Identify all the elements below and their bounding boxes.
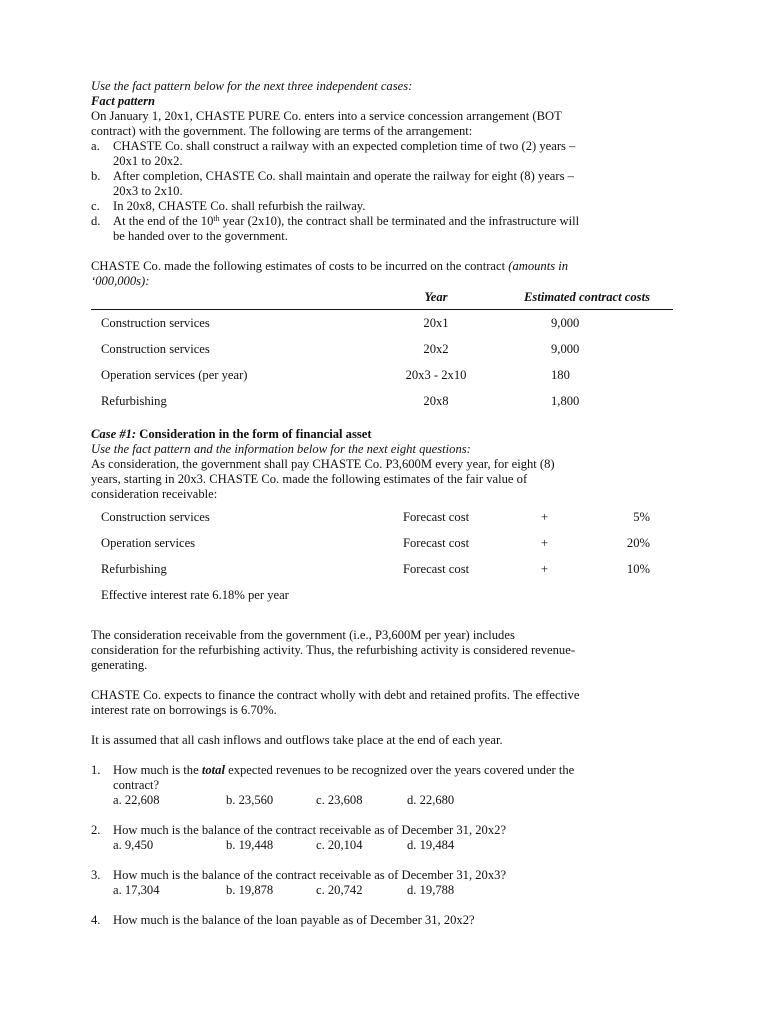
fact-line: contract) with the government. The following are terms of the arrangement: xyxy=(91,124,473,138)
choice-d[interactable]: d. 19,484 xyxy=(407,838,455,852)
intro-instruction: Use the fact pattern below for the next three independent cases: xyxy=(91,79,413,93)
question-text: How much is the balance of the contract receivable as of December 31, 20x2? xyxy=(113,823,507,837)
question-text-part: How much is the xyxy=(113,763,202,777)
term-item-b xyxy=(91,169,673,199)
term-label: d. xyxy=(91,214,101,228)
term-text: In 20x8, CHASTE Co. shall refurbish the railway. xyxy=(113,199,366,213)
fv-row-plus: + xyxy=(541,561,549,576)
estimates-units: ‘000,000s): xyxy=(91,274,150,288)
question-4 xyxy=(91,913,673,928)
finance-paragraph-line: interest rate on borrowings is 6.70%. xyxy=(91,703,277,717)
question-text xyxy=(113,763,673,778)
table-row xyxy=(91,504,673,530)
header-estimated-costs: Estimated contract costs xyxy=(524,290,650,304)
question-text: contract? xyxy=(113,778,160,792)
fv-row-percent: 5% xyxy=(633,509,650,524)
fv-row-label: Construction services xyxy=(101,509,210,524)
choice-c[interactable]: c. 20,104 xyxy=(316,838,363,852)
choice-d[interactable]: d. 19,788 xyxy=(407,883,455,897)
case1-line: consideration receivable: xyxy=(91,487,218,501)
cost-row-amount: 180 xyxy=(551,367,570,382)
document-page xyxy=(91,79,673,928)
fair-value-table xyxy=(91,504,673,608)
question-1-choices xyxy=(91,793,673,808)
term-item-c xyxy=(91,199,673,214)
case1-instruction: Use the fact pattern and the information below for the next eight questions: xyxy=(91,442,471,456)
cost-row-label: Operation services (per year) xyxy=(101,367,248,382)
question-3 xyxy=(91,868,673,883)
header-year: Year xyxy=(424,290,448,304)
table-row xyxy=(91,336,673,362)
term-item-a xyxy=(91,139,673,169)
refurb-paragraph-line: The consideration receivable from the government (i.e., P3,600M per year) includes xyxy=(91,628,515,642)
question-2 xyxy=(91,823,673,838)
choice-a[interactable]: a. 9,450 xyxy=(113,838,154,852)
fv-row-plus: + xyxy=(541,535,549,550)
question-3-choices xyxy=(91,883,673,898)
question-text: How much is the balance of the loan payable as of December 31, 20x2? xyxy=(113,913,475,927)
term-text: 20x3 to 2x10. xyxy=(113,184,183,198)
question-number: 2. xyxy=(91,823,101,837)
cost-row-label: Construction services xyxy=(101,341,210,356)
question-emphasis: total xyxy=(201,763,225,777)
estimates-intro xyxy=(91,259,673,274)
fact-line: On January 1, 20x1, CHASTE PURE Co. enters into a service concession arrangement (BOT xyxy=(91,109,562,123)
choice-b[interactable]: b. 19,878 xyxy=(226,883,274,897)
estimates-intro-italic: (amounts in xyxy=(508,259,569,273)
term-label: c. xyxy=(91,199,100,213)
effective-rate-line: Effective interest rate 6.18% per year xyxy=(101,587,289,602)
table-header-row xyxy=(91,290,673,310)
choice-d[interactable]: d. 22,680 xyxy=(407,793,455,807)
choice-a[interactable]: a. 22,608 xyxy=(113,793,160,807)
choice-c[interactable]: c. 23,608 xyxy=(316,793,363,807)
cost-row-year: 20x2 xyxy=(423,341,449,356)
cash-flow-assumption: It is assumed that all cash inflows and outflows take place at the end of each year. xyxy=(91,733,503,747)
cost-estimates-table xyxy=(91,290,673,414)
term-text-part: year (2x10), the contract shall be terminated and the infrastructure will xyxy=(219,214,580,228)
cost-row-label: Refurbishing xyxy=(101,393,167,408)
question-text-part: expected revenues to be recognized over the years covered under the xyxy=(224,763,575,777)
case1-title xyxy=(91,427,673,442)
fv-row-basis: Forecast cost xyxy=(403,509,470,524)
cost-row-year: 20x8 xyxy=(423,393,449,408)
choice-c[interactable]: c. 20,742 xyxy=(316,883,363,897)
table-row xyxy=(91,530,673,556)
refurb-paragraph-line: consideration for the refurbishing activity. Thus, the refurbishing activity is considered revenue- xyxy=(91,643,576,657)
question-number: 1. xyxy=(91,763,101,777)
table-row xyxy=(91,556,673,582)
fv-row-percent: 20% xyxy=(626,535,650,550)
term-text: 20x1 to 20x2. xyxy=(113,154,183,168)
cost-row-amount: 1,800 xyxy=(551,393,580,408)
finance-paragraph-line: CHASTE Co. expects to finance the contract wholly with debt and retained profits. The effective xyxy=(91,688,580,702)
estimates-intro-text: CHASTE Co. made the following estimates of costs to be incurred on the contract xyxy=(91,259,509,273)
cost-row-year: 20x1 xyxy=(423,315,449,330)
question-number: 3. xyxy=(91,868,101,882)
cost-row-amount: 9,000 xyxy=(551,341,580,356)
cost-row-year: 20x3 - 2x10 xyxy=(405,367,467,382)
fv-row-plus: + xyxy=(541,509,549,524)
table-row xyxy=(91,388,673,414)
term-text: After completion, CHASTE Co. shall maintain and operate the railway for eight (8) years – xyxy=(113,169,574,183)
case1-line: years, starting in 20x3. CHASTE Co. made the following estimates of the fair value of xyxy=(91,472,528,486)
case1-title-number: Case #1: xyxy=(91,427,137,441)
question-text: How much is the balance of the contract receivable as of December 31, 20x3? xyxy=(113,868,507,882)
question-1 xyxy=(91,763,673,793)
term-text xyxy=(113,214,673,229)
term-item-d xyxy=(91,214,673,244)
case1-title-text: Consideration in the form of financial asset xyxy=(136,427,372,441)
superscript: th xyxy=(213,214,220,223)
table-row xyxy=(91,582,673,608)
question-number: 4. xyxy=(91,913,101,927)
term-text-part: At the end of the 10 xyxy=(113,214,214,228)
table-row xyxy=(91,310,673,337)
case1-line: As consideration, the government shall pay CHASTE Co. P3,600M every year, for eight (8) xyxy=(91,457,555,471)
term-text: be handed over to the government. xyxy=(113,229,288,243)
term-label: a. xyxy=(91,139,100,153)
header-blank xyxy=(91,290,371,310)
table-row xyxy=(91,362,673,388)
fv-row-label: Operation services xyxy=(101,535,196,550)
term-label: b. xyxy=(91,169,101,183)
choice-b[interactable]: b. 23,560 xyxy=(226,793,274,807)
fv-row-basis: Forecast cost xyxy=(403,561,470,576)
term-text: CHASTE Co. shall construct a railway with an expected completion time of two (2) years – xyxy=(113,139,576,153)
question-2-choices xyxy=(91,838,673,853)
choice-a[interactable]: a. 17,304 xyxy=(113,883,160,897)
choice-b[interactable]: b. 19,448 xyxy=(226,838,274,852)
fv-row-basis: Forecast cost xyxy=(403,535,470,550)
fv-row-label: Refurbishing xyxy=(101,561,167,576)
refurb-paragraph-line: generating. xyxy=(91,658,148,672)
cost-row-label: Construction services xyxy=(101,315,210,330)
fact-pattern-heading: Fact pattern xyxy=(91,94,156,108)
fv-row-percent: 10% xyxy=(626,561,650,576)
cost-row-amount: 9,000 xyxy=(551,315,580,330)
